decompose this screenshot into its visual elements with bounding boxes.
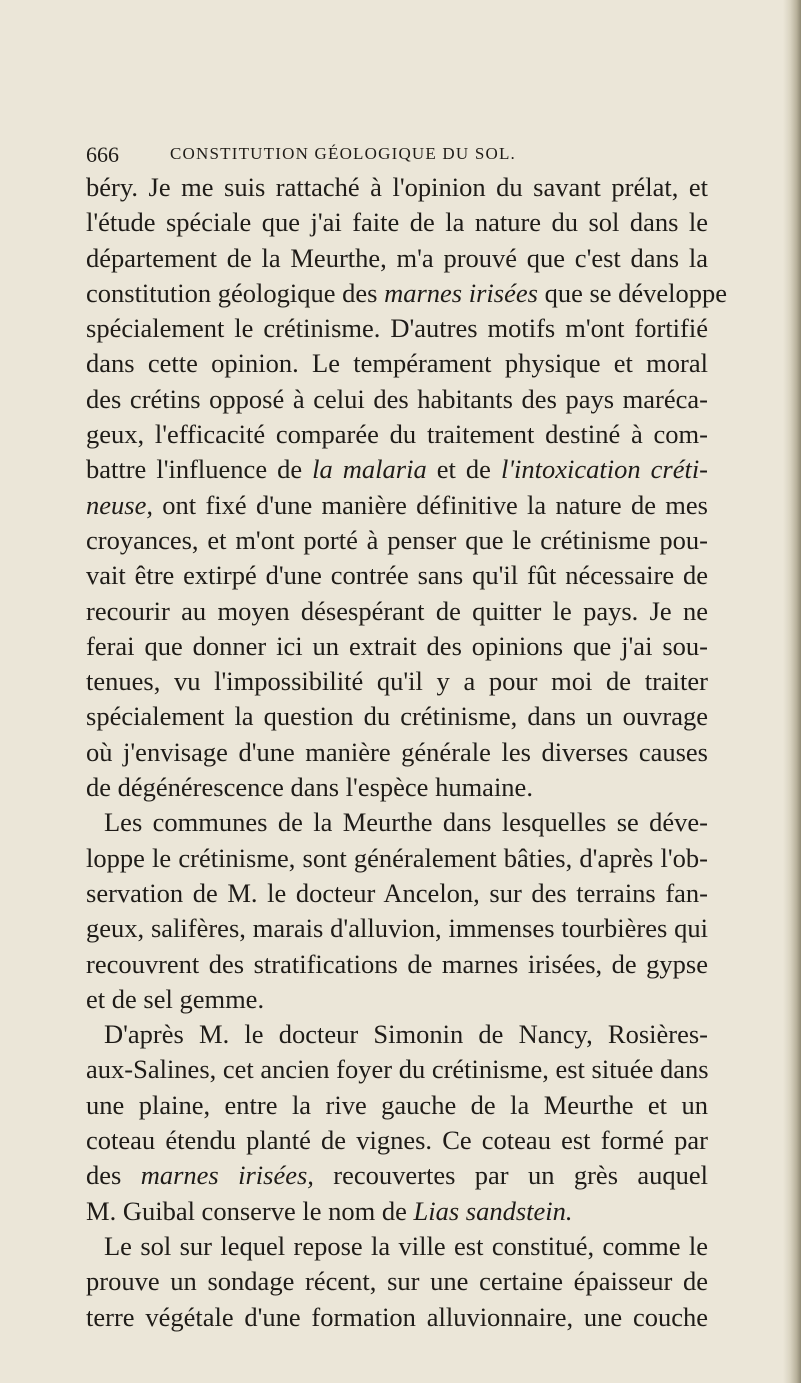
italic-term: Lias sandstein. xyxy=(413,1195,573,1226)
body-text xyxy=(86,170,728,1335)
text-line: prouve un sondage récent, sur une certaine épaisseur de xyxy=(86,1266,708,1297)
text-line: vait être extirpé d'une contrée sans qu'il fût nécessaire de xyxy=(86,560,708,591)
text-line: neuse, ont fixé d'une manière définitive la nature de mes xyxy=(86,489,708,520)
text-line: ferai que donner ici un extrait des opinions que j'ai sou- xyxy=(86,630,708,661)
page-edge-shadow xyxy=(783,0,801,1383)
text-line: geux, salifères, marais d'alluvion, immenses tourbières qui xyxy=(86,913,708,944)
text-line: croyances, et m'ont porté à penser que le crétinisme pou- xyxy=(86,524,708,555)
text-line: spécialement la question du crétinisme, dans un ouvrage xyxy=(86,701,708,732)
italic-term: marnes irisées xyxy=(384,277,538,308)
italic-term: neuse, xyxy=(86,489,153,520)
text-line: coteau étendu planté de vignes. Ce coteau est formé par xyxy=(86,1125,708,1156)
text-line: tenues, vu l'impossibilité qu'il y a pour moi de traiter xyxy=(86,666,708,697)
text-line: M. Guibal conserve le nom de Lias sandstein. xyxy=(86,1195,573,1226)
text-line: constitution géologique des marnes irisées que se développe xyxy=(86,277,728,308)
text-line: loppe le crétinisme, sont généralement bâties, d'après l'ob- xyxy=(86,842,708,873)
page-number: 666 xyxy=(86,142,119,167)
paragraph xyxy=(86,1017,708,1229)
italic-term: marnes irisées, xyxy=(140,1160,314,1191)
text-line: béry. Je me suis rattaché à l'opinion du savant prélat, et xyxy=(86,172,708,202)
running-title: CONSTITUTION GÉOLOGIQUE DU SOL. xyxy=(170,144,516,163)
text-line: l'étude spéciale que j'ai faite de la nature du sol dans le xyxy=(86,207,708,238)
text-line: de dégénérescence dans l'espèce humaine. xyxy=(86,772,533,803)
text-line: dans cette opinion. Le tempérament physique et moral xyxy=(86,348,708,379)
paragraph xyxy=(86,170,728,805)
text-line: recourir au moyen désespérant de quitter le pays. Je ne xyxy=(86,595,708,626)
text-line: des crétins opposé à celui des habitants des pays maréca- xyxy=(86,383,708,414)
text-line: où j'envisage d'une manière générale les diverses causes xyxy=(86,736,708,767)
text-line: servation de M. le docteur Ancelon, sur des terrains fan- xyxy=(86,877,708,908)
page-header xyxy=(86,142,606,168)
text-line: et de sel gemme. xyxy=(86,983,265,1014)
italic-term: l'intoxication créti- xyxy=(500,454,709,485)
text-line: Le sol sur lequel repose la ville est constitué, comme le xyxy=(104,1230,708,1261)
text-line: spécialement le crétinisme. D'autres motifs m'ont fortifié xyxy=(86,313,708,344)
text-line: une plaine, entre la rive gauche de la Meurthe et un xyxy=(86,1089,708,1120)
text-line: département de la Meurthe, m'a prouvé que c'est dans la xyxy=(86,242,708,273)
text-line: des marnes irisées, recouvertes par un grès auquel xyxy=(86,1160,709,1191)
text-line: terre végétale d'une formation alluvionnaire, une couche xyxy=(86,1301,708,1332)
text-line: D'après M. le docteur Simonin de Nancy, Rosières- xyxy=(104,1019,708,1050)
paragraph xyxy=(86,805,708,1017)
italic-term: la malaria xyxy=(312,454,427,485)
text-line: battre l'influence de la malaria et de l'intoxication créti- xyxy=(86,454,709,485)
paragraph xyxy=(86,1229,708,1335)
text-line: aux-Salines, cet ancien foyer du crétinisme, est située dans xyxy=(86,1054,709,1085)
text-line: recouvrent des stratifications de marnes irisées, de gypse xyxy=(86,948,708,979)
text-line: Les communes de la Meurthe dans lesquelles se déve- xyxy=(104,807,708,838)
text-line: geux, l'efficacité comparée du traitement destiné à com- xyxy=(86,419,708,450)
